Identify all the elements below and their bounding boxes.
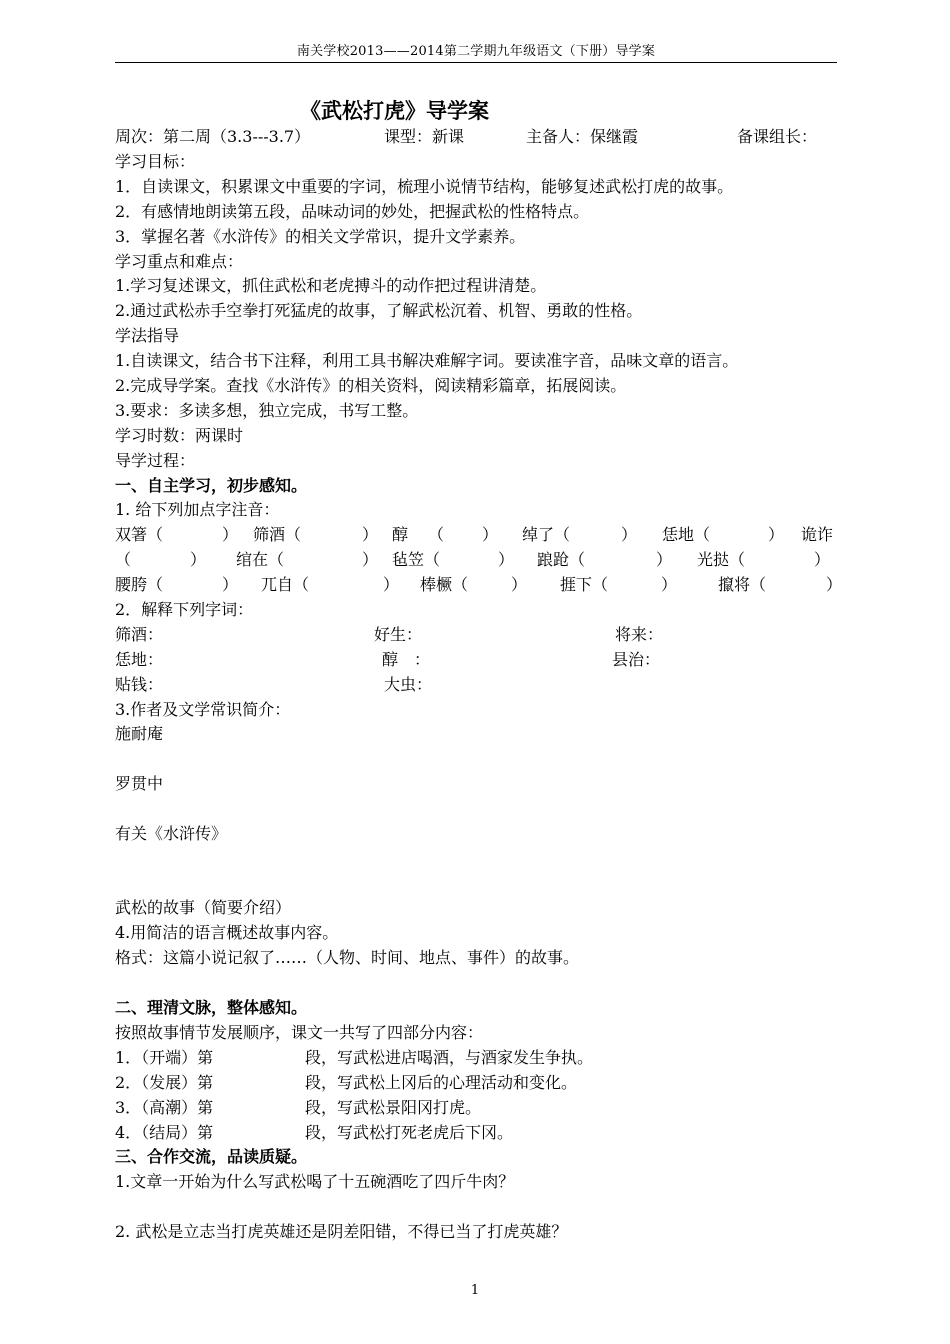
pinyin-word: 攛将（ (718, 575, 767, 594)
structure-desc: 段，写武松景阳冈打虎。 (305, 1098, 482, 1117)
pinyin-word: 捱下（ (560, 575, 609, 594)
author-shi-naian: 施耐庵 (115, 724, 164, 743)
word-term: 大虫： (384, 675, 433, 694)
pinyin-blank-open: （ (428, 525, 445, 544)
pinyin-word: 诡诈 (801, 525, 834, 544)
section-1-heading: 一、自主学习，初步感知。 (115, 476, 308, 495)
pinyin-blank-close: ） (190, 550, 207, 569)
pinyin-word: 双箸（ (115, 525, 164, 544)
word-term: 恁地： (115, 650, 164, 669)
pinyin-blank-close: ） (656, 550, 673, 569)
goal-item: 1．自读课文，积累课文中重要的字词，梳理小说情节结构，能够复述武松打虎的故事。 (115, 177, 734, 196)
pinyin-blank-close: ） (814, 550, 831, 569)
method-heading: 学法指导 (115, 326, 180, 345)
structure-desc: 段，写武松上冈后的心理活动和变化。 (305, 1073, 578, 1092)
pinyin-word: 腰胯（ (115, 575, 164, 594)
pinyin-blank-close: ） (222, 525, 239, 544)
pinyin-blank-close: ） (621, 525, 638, 544)
word-term: 筛酒： (115, 625, 164, 644)
pinyin-blank-close: ） (511, 575, 528, 594)
word-term: 县治： (612, 650, 661, 669)
method-item: 3.要求：多读多想，独立完成，书写工整。 (115, 401, 419, 420)
pinyin-blank-close: ） (222, 575, 239, 594)
word-term: 将来： (615, 625, 664, 644)
pinyin-blank-close: ） (661, 575, 678, 594)
section-2-heading: 二、理清文脉，整体感知。 (115, 998, 308, 1017)
process-heading: 导学过程： (115, 451, 196, 470)
keypoint-item: 2.通过武松赤手空拳打死猛虎的故事，了解武松沉着、机智、勇敢的性格。 (115, 301, 643, 320)
goal-item: 3．掌握名著《水浒传》的相关文学常识，提升文学素养。 (115, 227, 526, 246)
info-preparer: 主备人：保继霞 (526, 127, 639, 146)
pinyin-word: 筛酒（ (253, 525, 302, 544)
question-summary: 4.用简洁的语言概述故事内容。 (115, 923, 339, 942)
pinyin-word: 绰了（ (522, 525, 571, 544)
structure-desc: 段，写武松进店喝酒，与酒家发生争执。 (305, 1048, 594, 1067)
pinyin-word: 光挞（ (697, 550, 746, 569)
pinyin-word: 绾在（ (236, 550, 285, 569)
pinyin-blank-close: ） (383, 575, 400, 594)
section-3-heading: 三、合作交流，品读质疑。 (115, 1147, 308, 1166)
goal-item: 2．有感情地朗读第五段，品味动词的妙处，把握武松的性格特点。 (115, 202, 590, 221)
author-luo-guanzhong: 罗贯中 (115, 774, 164, 793)
pinyin-blank-close: ） (362, 550, 379, 569)
page-header: 南关学校2013——2014第二学期九年级语文（下册）导学案 (296, 44, 656, 59)
word-term: 好生： (374, 625, 423, 644)
pinyin-word: 踉跄（ (537, 550, 586, 569)
keypoint-item: 1.学习复述课文，抓住武松和老虎搏斗的动作把过程讲清楚。 (115, 276, 547, 295)
page-number: 1 (470, 1283, 480, 1298)
word-term: 贴钱： (115, 675, 164, 694)
discussion-question: 2. 武松是立志当打虎英雄还是阴差阳错，不得已当了打虎英雄？ (115, 1222, 568, 1241)
question-pinyin: 1. 给下列加点字注音： (115, 500, 280, 519)
pinyin-blank-close: ） (482, 525, 499, 544)
goals-heading: 学习目标： (115, 152, 196, 171)
book-water-margin: 有关《水浒传》 (115, 824, 228, 843)
wu-song-story: 武松的故事（简要介绍） (115, 898, 292, 917)
study-hours: 学习时数：两课时 (115, 426, 244, 445)
info-type: 课型：新课 (384, 127, 465, 146)
question-author: 3.作者及文学常识简介： (115, 700, 291, 719)
header-rule (115, 62, 837, 63)
discussion-question: 1.文章一开始为什么写武松喝了十五碗酒吃了四斤牛肉？ (115, 1172, 515, 1191)
structure-label: 1．（开端）第 (115, 1048, 214, 1067)
pinyin-blank-close: ） (362, 525, 379, 544)
summary-format: 格式：这篇小说记叙了……（人物、时间、地点、事件）的故事。 (115, 948, 580, 967)
pinyin-word: 毡笠（ (392, 550, 441, 569)
pinyin-blank-open: （ (115, 550, 132, 569)
structure-intro: 按照故事情节发展顺序，课文一共写了四部分内容： (115, 1023, 484, 1042)
structure-label: 2．（发展）第 (115, 1073, 214, 1092)
pinyin-blank-close: ） (498, 550, 515, 569)
pinyin-word: 醇 (392, 525, 409, 544)
structure-desc: 段，写武松打死老虎后下冈。 (305, 1123, 514, 1142)
structure-label: 3．（高潮）第 (115, 1098, 214, 1117)
method-item: 1.自读课文，结合书下注释，利用工具书解决难解字词。要读准字音，品味文章的语言。 (115, 351, 739, 370)
structure-label: 4．（结局）第 (115, 1123, 214, 1142)
document-title: 《武松打虎》导学案 (300, 98, 489, 123)
pinyin-word: 棒橛（ (420, 575, 469, 594)
info-leader: 备课组长： (737, 127, 818, 146)
info-week: 周次：第二周（3.3---3.7） (115, 127, 311, 146)
question-explain: 2．解释下列字词： (115, 600, 254, 619)
word-term: 醇 ： (382, 650, 431, 669)
keypoints-heading: 学习重点和难点： (115, 252, 244, 271)
pinyin-blank-close: ） (768, 525, 785, 544)
method-item: 2.完成导学案。查找《水浒传》的相关资料，阅读精彩篇章，拓展阅读。 (115, 376, 627, 395)
pinyin-word: 兀自（ (261, 575, 310, 594)
pinyin-word: 恁地（ (662, 525, 711, 544)
pinyin-blank-close: ） (826, 575, 843, 594)
